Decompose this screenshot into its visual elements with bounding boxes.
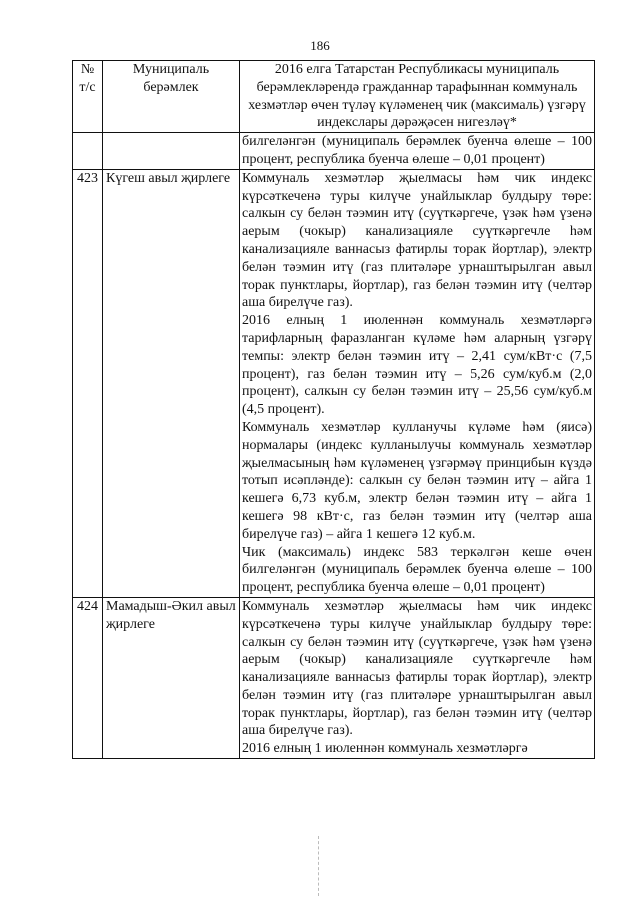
continuation-text: билгеләнгән (муниципаль берәмлек буенча өлеше – 100 процент, республика буенча өлеше – 0,01 процент) [242, 134, 592, 167]
continuation-number-cell [73, 133, 103, 170]
row-description [240, 597, 595, 758]
row-municipality: Мамадыш-Әкил авыл җирлеге [103, 597, 240, 758]
description-paragraph: Коммуналь хезмәтләр кулланучы күләме һәм (яисә) нормалары (индекс кулланылучы коммуналь хезмәтләр җыелмасының һәм күләменең үзгәрмәү принцибын күздә тотып исәпләнде): салкын су белән тәэмин итү – айга 1 кешегә 6,73 куб.м, электр белән тәэмин итү – айга 1 кешегә 98 кВт·с, газ белән тәэмин итү (челтәр аша бирелүче газ) – айга 1 кешегә 12 куб.м. [242, 419, 592, 542]
row-number: 424 [73, 597, 103, 758]
description-paragraph: Чик (максималь) индекс 583 теркәлгән кеше өчен билгеләнгән (муниципаль берәмлек буенча өлеше – 100 процент, республика буенча өлеше – 0,01 процент) [242, 544, 592, 596]
description-paragraph: Коммуналь хезмәтләр җыелмасы һәм чик индекс күрсәткеченә туры килүче унайлыклар булдыру төре: салкын су белән тәэмин итү (суүткәргече, үзәк һәм үзенә аерым (чокыр) канализацияле суүткәргечле һәм канализацияле ваннасыз фатирлы торак йортлар), электр белән тәэмин итү (газ плитәләре урнаштырылган авыл торак пунктлары, йортлар), газ белән тәэмин итү (челтәр аша бирелүче газ). [242, 170, 592, 311]
description-paragraph: 2016 елның 1 июленнән коммуналь хезмәтләргә [242, 741, 528, 757]
header-number: № т/с [73, 61, 103, 133]
header-municipality: Муниципаль берәмлек [103, 61, 240, 133]
table-header-row [73, 61, 595, 133]
description-paragraph: Коммуналь хезмәтләр җыелмасы һәм чик индекс күрсәткеченә туры килүче унайлыклар булдыру төре: салкын су белән тәэмин итү (суүткәргече, үзәк һәм үзенә аерым (чокыр) канализацияле суүткәргечле һәм канализацияле ваннасыз фатирлы торак йортлар), электр белән тәэмин итү (газ плитәләре урнаштырылган авыл торак пунктлары, йортлар), газ белән тәэмин итү (челтәр аша бирелүче газ). [242, 598, 592, 739]
page-number: 186 [310, 38, 330, 53]
index-table [72, 60, 595, 759]
row-description [240, 169, 595, 597]
row-municipality: Күгеш авыл җирлеге [103, 169, 240, 597]
continuation-description-cell [240, 133, 595, 170]
table-row [73, 169, 595, 597]
scan-fold-line [318, 836, 319, 896]
table-row [73, 597, 595, 758]
header-description: 2016 елга Татарстан Республикасы муниципаль берәмлекләрендә гражданнар тарафыннан коммуналь хезмәтләр өчен түләү күләменең чик (максималь) үзгәрү индекслары дәрәҗәсен нигезләү* [240, 61, 595, 133]
description-paragraph: 2016 елның 1 июленнән коммуналь хезмәтләргә тарифларның фаразланган күләме һәм аларның үзгәрү темпы: электр белән тәэмин итү – 2,41 сум/кВт·с (7,5 процент), газ белән тәэмин итү – 5,26 сум/куб.м (2,0 процент), салкын су белән тәэмин итү – 25,56 сум/куб.м (4,5 процент). [242, 313, 592, 418]
continuation-row [73, 133, 595, 170]
row-number: 423 [73, 169, 103, 597]
continuation-municipality-cell [103, 133, 240, 170]
